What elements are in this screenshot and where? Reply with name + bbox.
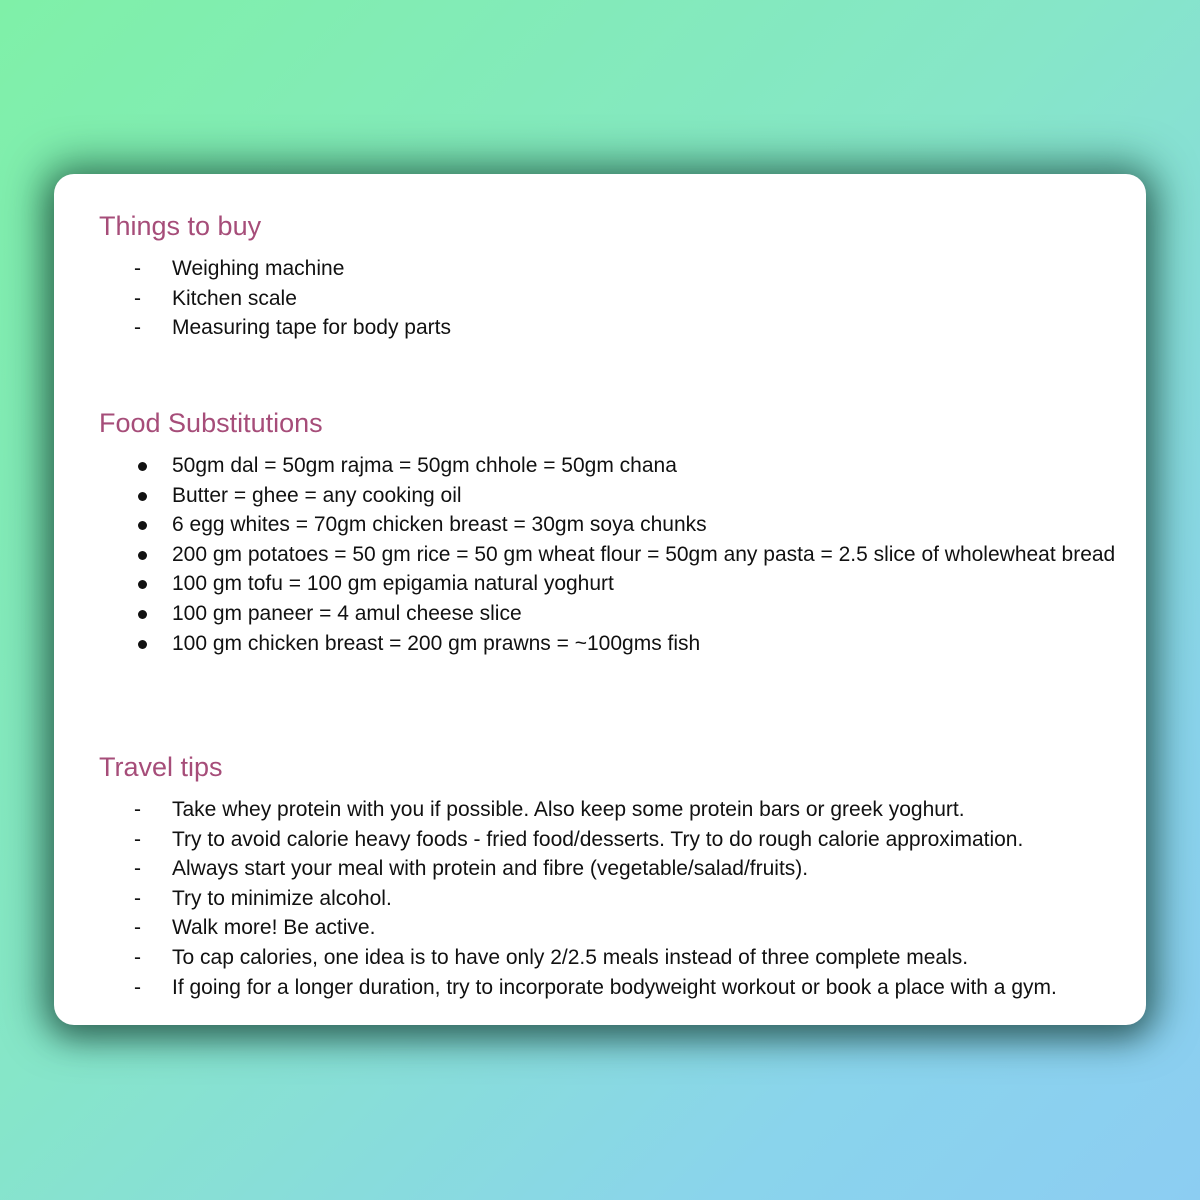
list-item-text: Try to minimize alcohol. [172,886,392,910]
bullet-icon [138,640,147,649]
list-item-text: To cap calories, one idea is to have only 2/2.5 meals instead of three complete meals. [172,945,969,969]
list-item [54,854,1057,884]
list-item [54,599,1132,629]
list-item-text: Walk more! Be active. [172,916,376,940]
list-item [54,284,451,314]
list-item [54,913,1057,943]
bullet-icon [138,492,147,501]
list-item-text: 100 gm tofu = 100 gm epigamia natural yoghurt [172,572,614,596]
list-item-text: 200 gm potatoes = 50 gm rice = 50 gm wheat flour = 50gm any pasta = 2.5 slice of wholewheat bread [172,542,1116,566]
list-item-text: Butter = ghee = any cooking oil [172,483,462,507]
section-heading-travel-tips: Travel tips [99,752,223,782]
dash-marker: - [134,975,141,999]
things-to-buy-list [54,254,451,343]
list-item [54,825,1057,855]
list-item [54,481,1132,511]
list-item-text: Take whey protein with you if possible. Also keep some protein bars or greek yoghurt. [172,798,965,821]
section-heading-things-to-buy: Things to buy [99,211,262,241]
dash-marker: - [134,798,141,821]
dash-marker: - [134,286,141,310]
list-item-text: 6 egg whites = 70gm chicken breast = 30gm soya chunks [172,513,707,537]
food-substitutions-list [54,451,1132,658]
list-item [54,510,1132,540]
list-item-text: 100 gm chicken breast = 200 gm prawns = ~100gms fish [172,631,701,655]
dash-marker: - [134,827,141,851]
list-item-text: 100 gm paneer = 4 amul cheese slice [172,601,522,625]
dash-marker: - [134,945,141,969]
dash-marker: - [134,257,141,280]
list-item-text: Kitchen scale [172,286,297,310]
section-heading-food-substitutions: Food Substitutions [99,408,323,438]
travel-tips-list [54,795,1057,1002]
bullet-icon [138,580,147,589]
bullet-icon [138,521,147,530]
dash-marker: - [134,857,141,881]
list-item [54,973,1057,1003]
list-item [54,451,1132,481]
list-item-text: Always start your meal with protein and fibre (vegetable/salad/fruits). [172,857,809,881]
list-item [54,569,1132,599]
dash-marker: - [134,916,141,940]
dash-marker: - [134,886,141,910]
bullet-icon [138,462,147,471]
list-item-text: Try to avoid calorie heavy foods - fried food/desserts. Try to do rough calorie approximation. [172,827,1024,851]
bullet-icon [138,551,147,560]
list-item [54,629,1132,659]
list-item-text: Weighing machine [172,257,345,280]
list-item [54,254,451,284]
document-card [54,174,1146,1025]
list-item [54,795,1057,825]
bullet-icon [138,610,147,619]
list-item-text: 50gm dal = 50gm rajma = 50gm chhole = 50gm chana [172,454,677,477]
list-item-text: If going for a longer duration, try to incorporate bodyweight workout or book a place with a gym. [172,975,1057,999]
list-item [54,943,1057,973]
list-item [54,884,1057,914]
list-item-text: Measuring tape for body parts [172,316,451,340]
list-item [54,540,1132,570]
list-item [54,313,451,343]
dash-marker: - [134,316,141,340]
